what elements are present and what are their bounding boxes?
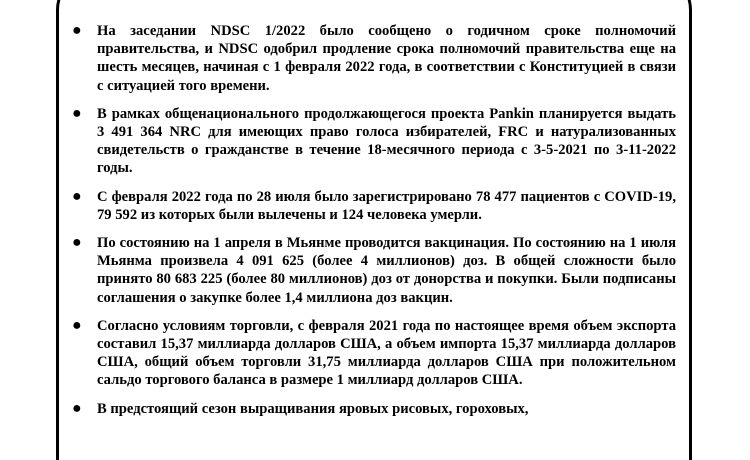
bullet-item [64, 400, 676, 418]
bullet-text: В рамках общенационального продолжающегося проекта Pankin планируется выдать 3 491 364 NRC для имеющих право голоса избирателей, FRC и натурализованных свидетельств о гражданстве в течение 18-месячного периода с 3-5-2021 по 3-11-2022 годы. [97, 105, 676, 177]
bullet-text: На заседании NDSC 1/2022 было сообщено о годичном сроке полномочий правительства, и NDSC одобрил продление срока полномочий правительства еще на шесть месяцев, начиная с 1 февраля 2022 года, в соответствии с Конституцией в связи с ситуацией того времени. [97, 23, 676, 94]
bullet-item [64, 234, 676, 307]
bullet-list [64, 22, 676, 428]
bullet-text: По состоянию на 1 апреля в Мьянме проводится вакцинация. По состоянию на 1 июля Мьянма произвела 4 091 625 (более 4 миллионов) доз. В общей сложности было принято 80 683 225 (более 80 миллионов) доз от донорства и покупки. Были подписаны соглашения о закупке более 1,4 миллиона доз вакцин. [97, 235, 676, 306]
bullet-dot-icon: ● [72, 234, 82, 252]
bullet-dot-icon: ● [72, 104, 82, 122]
bullet-text: В предстоящий сезон выращивания яровых рисовых, гороховых, [97, 400, 529, 417]
bullet-item [64, 317, 676, 390]
bullet-dot-icon: ● [72, 22, 82, 39]
bullet-text: Согласно условиям торговли, с февраля 2021 года по настоящее время объем экспорта составил 15,37 миллиарда долларов США, а объем импорта 15,37 миллиарда долларов США, общий объем торговли 31,75 миллиарда долларов США при положительном сальдо торгового баланса в размере 1 миллиард долларов США. [97, 317, 676, 389]
bullet-item [64, 188, 676, 224]
bullet-text: С февраля 2022 года по 28 июля было зарегистрировано 78 477 пациентов с COVID-19, 79 592 из которых были вылечены и 124 человека умерли. [97, 188, 676, 223]
bullet-dot-icon: ● [72, 316, 82, 334]
bullet-dot-icon: ● [72, 187, 82, 205]
bullet-item [64, 22, 676, 95]
bullet-dot-icon: ● [72, 399, 82, 417]
bullet-item [64, 105, 676, 178]
